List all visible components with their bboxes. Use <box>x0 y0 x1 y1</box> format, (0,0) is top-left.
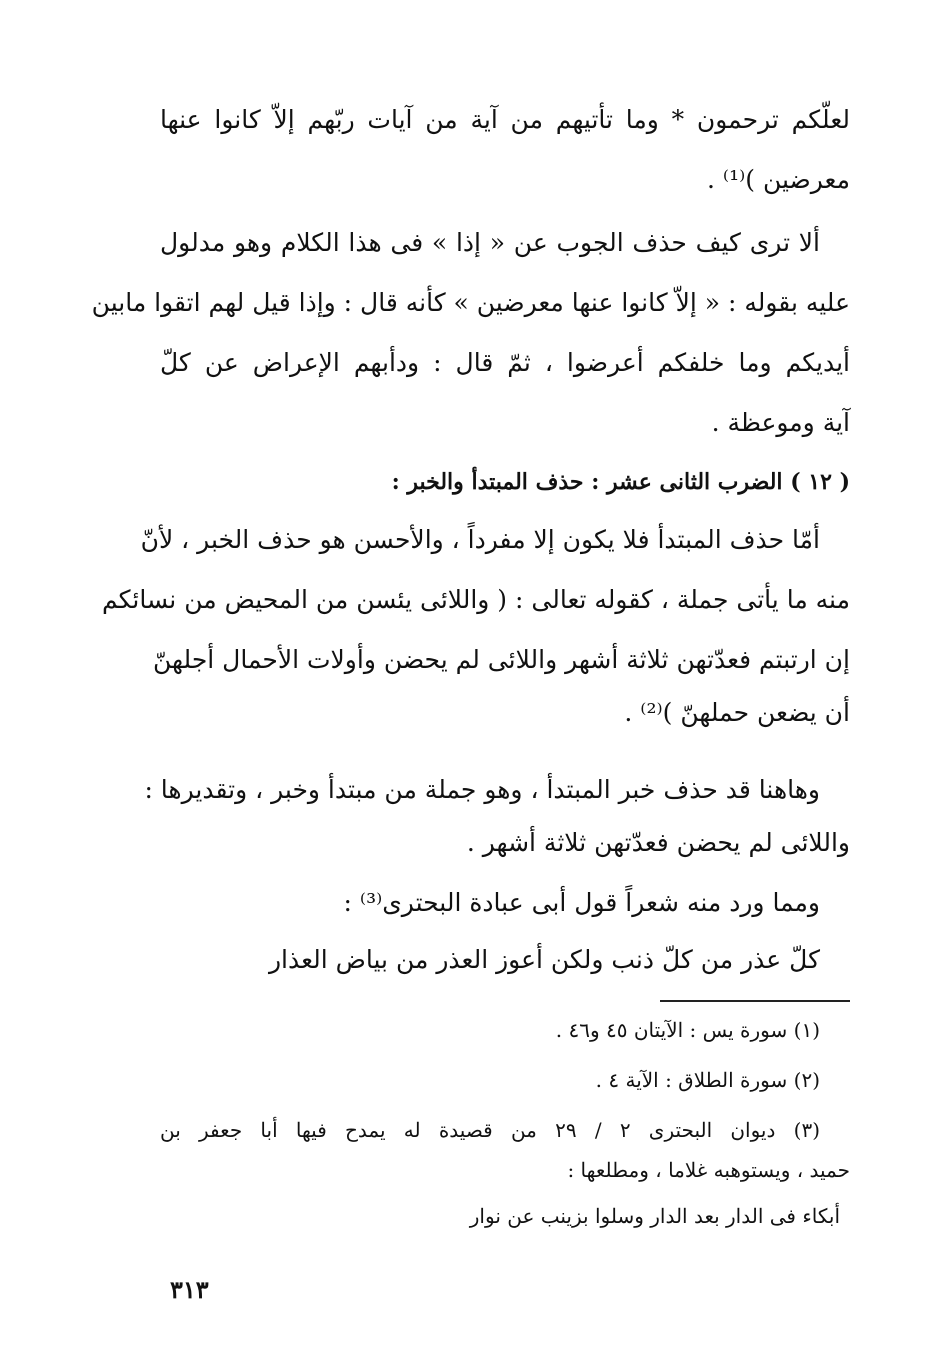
footnote-2: (٢) سورة الطلاق : الآية ٤ . <box>595 1068 820 1092</box>
footnote-divider <box>660 1000 850 1002</box>
footnote-3: (٣) ديوان البحترى ٢ / ٢٩ من قصيدة له يمدح فيها أبا جعفر بن <box>160 1118 821 1142</box>
text-line-8: أمّا حذف المبتدأ فلا يكون إلا مفرداً ، والأحسن هو حذف الخبر ، لأنّ <box>140 525 820 554</box>
poetry-verse: كلّ عذر من كلّ ذنب ولكن أعوز العذر من بياض العذار <box>268 945 820 974</box>
text-line-14: ومما ورد منه شعراً قول أبى عبادة البحترى⁽³⁾ : <box>343 888 820 917</box>
page-number: ٣١٣ <box>170 1275 209 1304</box>
text-line-13: واللائى لم يحضن فعدّتهن ثلاثة أشهر . <box>466 828 850 857</box>
text-line-11: أن يضعن حملهنّ )⁽²⁾ . <box>624 698 850 727</box>
text-line-10: إن ارتبتم فعدّتهن ثلاثة أشهر واللائى لم يحضن وأولات الأحمال أجلهنّ <box>153 645 850 674</box>
text-line-12: وهاهنا قد حذف خبر المبتدأ ، وهو جملة من مبتدأ وخبر ، وتقديرها : <box>144 775 820 804</box>
text-line-5: أيديكم وما خلفكم أعرضوا ، ثمّ قال : ودأبهم الإعراض عن كلّ <box>160 348 850 377</box>
text-line-1: لعلّكم ترحمون * وما تأتيهم من آية من آيات ربّهم إلاّ كانوا عنها <box>160 105 850 134</box>
text-line-4: عليه بقوله : « إلاّ كانوا عنها معرضين » كأنه قال : وإذا قيل لهم اتقوا مابين <box>91 288 850 317</box>
footnote-1: (١) سورة يس : الآيتان ٤٥ و٤٦ . <box>555 1018 820 1042</box>
text-line-2: معرضين )⁽¹⁾ . <box>707 165 850 194</box>
text-line-9: منه ما يأتى جملة ، كقوله تعالى : ( واللائى يئسن من المحيض من نسائكم <box>101 585 850 614</box>
section-heading: ( ١٢ ) الضرب الثانى عشر : حذف المبتدأ والخبر : <box>391 469 850 495</box>
footnote-3-continued: حميد ، ويستوهبه غلاما ، ومطلعها : <box>567 1158 850 1182</box>
footnote-3-verse: أبكاء فى الدار بعد الدار وسلوا بزينب عن نوار <box>469 1204 840 1228</box>
text-line-3: ألا ترى كيف حذف الجوب عن « إذا » فى هذا الكلام وهو مدلول <box>160 228 820 257</box>
text-line-6: آية وموعظة . <box>711 408 850 437</box>
